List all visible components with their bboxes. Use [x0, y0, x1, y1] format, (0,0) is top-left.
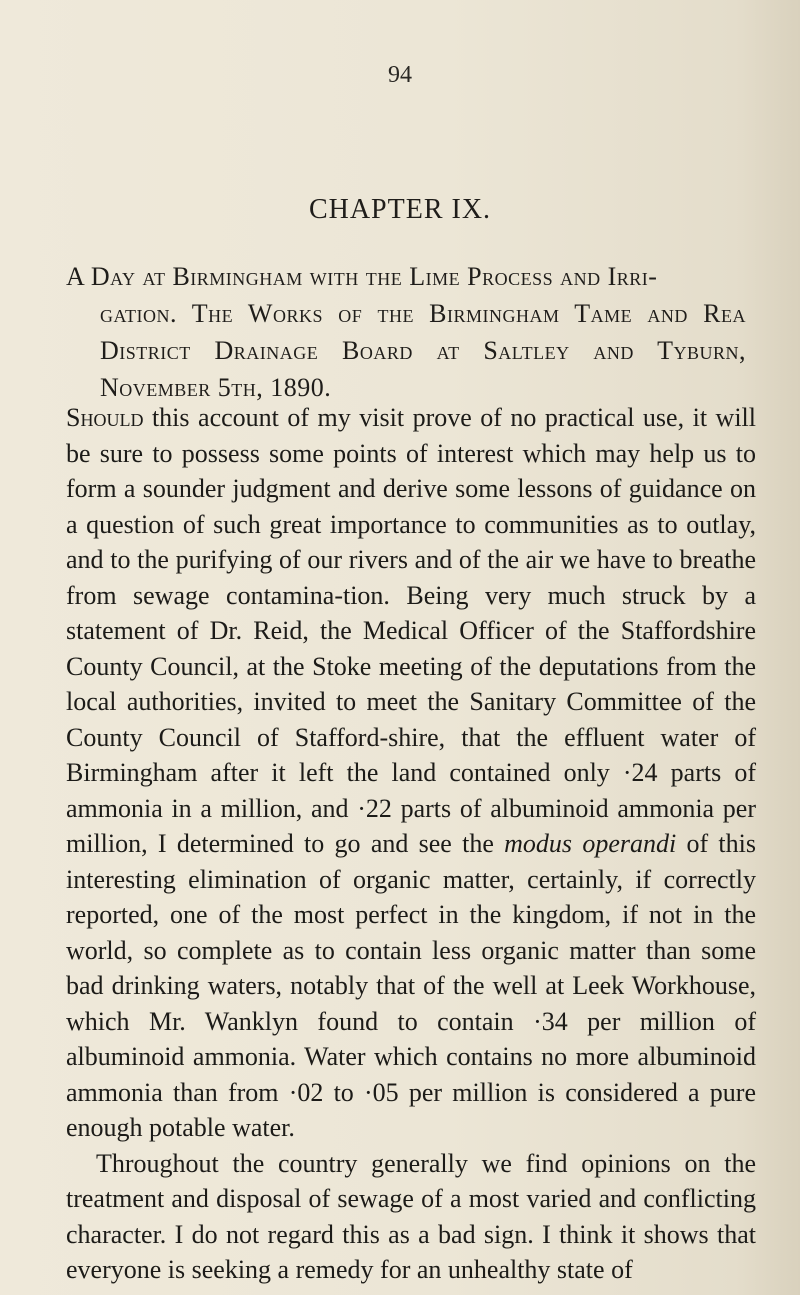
paragraph-1 — [66, 400, 756, 1146]
chapter-heading — [66, 258, 746, 406]
paragraph-1-text-a: this account of my visit prove of no practical use, it will be sure to possess some points of interest which may help us to form a sounder judgment and derive some lessons of guidance on a question of such great importance to communities as to outlay, and to the purifying of our rivers and of the air we have to breathe from sewage contamina-tion. Being very much struck by a statement of Dr. Reid, the Medical Officer of the Staffordshire County Council, at the Stoke meeting of the deputations from the local authorities, invited to meet the Sanitary Committee of the County Council of Stafford-shire, that the effluent water of Birmingham after it left the land contained only ·24 parts of ammonia in a million, and ·22 parts of albuminoid ammonia per million, I determined to go and see the — [66, 403, 756, 858]
page-number: 94 — [388, 62, 412, 88]
paragraph-1-text-b: of this interesting elimination of organic matter, certainly, if correctly reported, one of the most perfect in the kingdom, if not in the world, so complete as to contain less organic matter than some bad drinking waters, notably that of the well at Leek Workhouse, which Mr. Wanklyn found to contain ·34 per million of albuminoid ammonia. Water which contains no more albuminoid ammonia than from ·02 to ·05 per million is considered a pure enough potable water. — [66, 829, 756, 1142]
body-text — [66, 400, 756, 1288]
chapter-heading-line-1: A Day at Birmingham with the Lime Process and Irri- — [66, 262, 658, 291]
paragraph-1-italic-phrase: modus operandi — [504, 829, 677, 858]
paragraph-2: Throughout the country generally we find opinions on the treatment and disposal of sewage of a most varied and conflicting character. I do not regard this as a bad sign. I think it shows that everyone is seeking a remedy for an unhealthy state of — [66, 1148, 756, 1284]
chapter-title: CHAPTER IX. — [308, 194, 492, 225]
chapter-heading-continuation: gation. The Works of the Birmingham Tame and Rea District Drainage Board at Saltley and Tyburn, November 5th, 1890. — [100, 299, 746, 402]
paragraph-1-lead-word: Should — [66, 403, 144, 432]
